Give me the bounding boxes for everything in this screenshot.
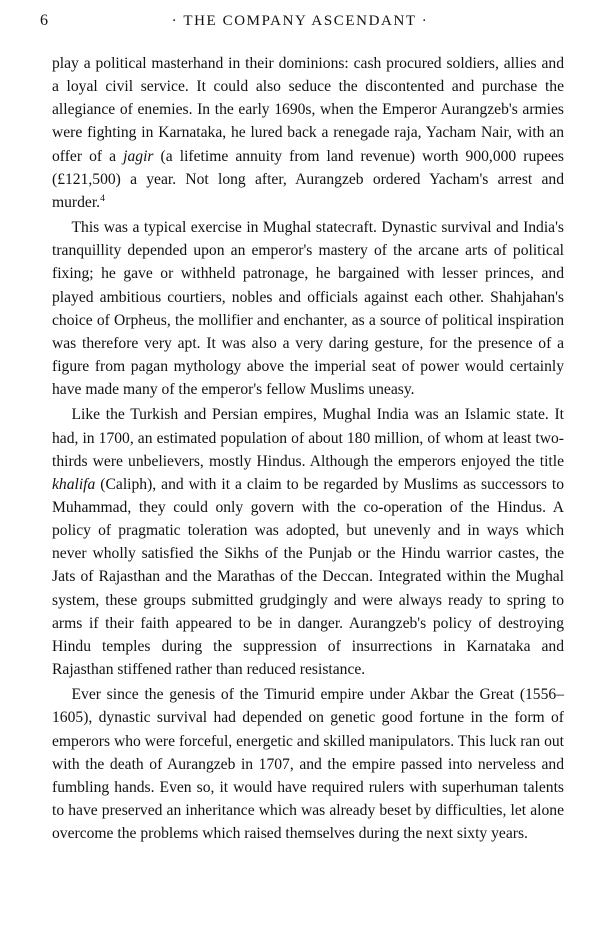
paragraph-4: Ever since the genesis of the Timurid empire under Akbar the Great (1556–1605), dynastic survival had depended on genetic good fortune in the form of emperors who were forceful, energetic and skilled manipulators. This luck ran out with the death of Aurangzeb in 1707, and the empire passed into nerveless and fumbling hands. Even so, it would have required rulers with superhuman talents to have preserved an inheritance which was already beset by difficulties, let alone overcome the problems which raised themselves during the next sixty years. [52, 686, 564, 843]
paragraph-1-text-a: play a political masterhand in their dominions: cash procured soldiers, allies and a loyal civil service. It could also seduce the discontented and purchase the allegiance of enemies. In the early 1690s, when the Emperor Aurangzeb's armies were fighting in Karnataka, he lured back a renegade raja, Yacham Nair, with an offer of a [52, 55, 564, 165]
paragraph-3-text-b: (Caliph), and with it a claim to be regarded by Muslims as successors to Muhammad, they could only govern with the co-operation of the Hindus. A policy of pragmatic toleration was adopted, but unevenly and in ways which never wholly satisfied the Sikhs of the Punjab or the Hindu warrior castes, the Jats of Rajasthan and the Marathas of the Deccan. Integrated within the Mughal system, these groups submitted grudgingly and were always ready to spring to arms if their faith appeared to be in danger. Aurangzeb's policy of destroying Hindu temples during the suppression of insurrections in Karnataka and Rajasthan stiffened rather than reduced resistance. [52, 475, 564, 679]
paragraph-3-italic-term: khalifa [52, 475, 96, 493]
body-text [52, 52, 564, 845]
paragraph-1-text-b: (a lifetime annuity from land revenue) worth 900,000 rupees (£121,500) a year. Not long after, Aurangzeb ordered Yacham's arrest and murder. [52, 147, 564, 211]
paragraph-3 [52, 403, 564, 681]
paragraph-2: This was a typical exercise in Mughal statecraft. Dynastic survival and India's tranquillity depended upon an emperor's mastery of the arcane arts of political fixing; he gave or withheld patronage, he bargained with lesser princes, and played ambitious courtiers, nobles and officials against each other. Shahjahan's choice of Orpheus, the mollifier and enchanter, as a source of political inspiration was therefore very apt. It was also a very daring gesture, for the presence of a figure from pagan mythology above the imperial seat of power would certainly have made many of the emperor's fellow Muslims uneasy. [52, 219, 564, 399]
running-head [40, 10, 560, 32]
running-title: · THE COMPANY ASCENDANT · [171, 13, 429, 29]
paragraph-1-italic-term: jagir [123, 147, 154, 165]
paragraph-3-text-a: Like the Turkish and Persian empires, Mughal India was an Islamic state. It had, in 1700, an estimated population of about 180 million, of whom at least two-thirds were unbelievers, mostly Hindus. Although the emperors enjoyed the title [52, 406, 564, 470]
footnote-marker: 4 [100, 192, 105, 204]
page-number: 6 [40, 12, 48, 29]
paragraph-1 [52, 52, 564, 214]
